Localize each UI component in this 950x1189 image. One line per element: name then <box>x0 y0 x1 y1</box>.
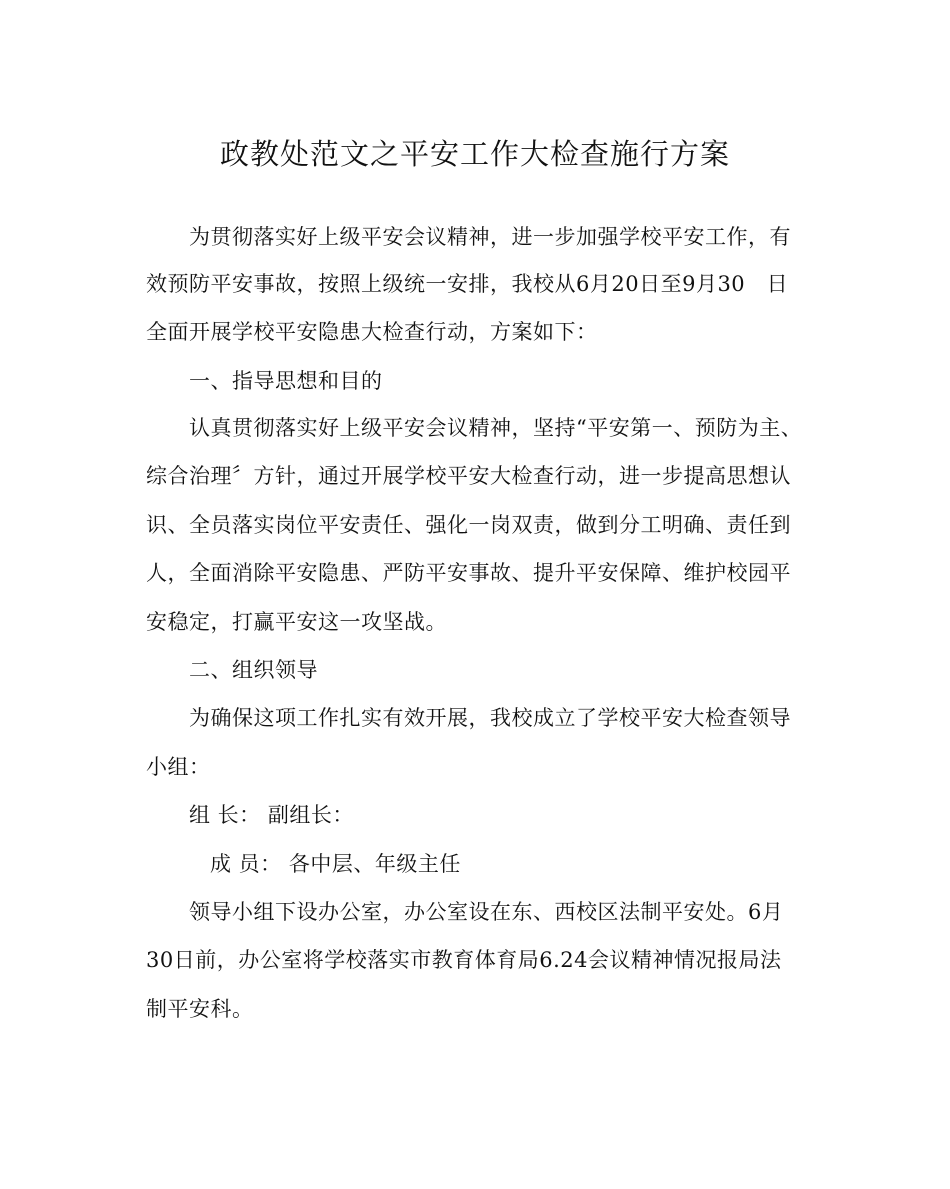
paragraph-guidance-line-2: 综合治理〞方针，通过开展学校平安大检查行动，进一步提高思想认 <box>146 464 791 488</box>
members-line: 成 员： 各中层、年级主任 <box>210 852 461 876</box>
paragraph-office-line-1: 领导小组下设办公室，办公室设在东、西校区法制平安处。6月 <box>189 900 784 924</box>
paragraph-guidance-line-3: 识、全员落实岗位平安责任、强化一岗双责，做到分工明确、责任到 <box>146 513 791 537</box>
paragraph-intro-line-2: 效预防平安事故，按照上级统一安排，我校从6月20日至9月30 日 <box>146 272 789 296</box>
section-heading-2: 二、组织领导 <box>189 658 318 682</box>
section-heading-1: 一、指导思想和目的 <box>189 369 383 393</box>
leader-roles-line: 组 长： 副组长： <box>189 803 354 827</box>
document-title: 政教处范文之平安工作大检查施行方案 <box>219 137 730 171</box>
paragraph-intro-line-3: 全面开展学校平安隐患大检查行动，方案如下： <box>146 320 598 344</box>
paragraph-guidance-line-1: 认真贯彻落实好上级平安会议精神，坚持“平安第一、预防为主、 <box>189 416 803 440</box>
paragraph-guidance-line-5: 安稳定，打赢平安这一攻坚战。 <box>146 610 447 634</box>
paragraph-office-line-3: 制平安科。 <box>146 997 254 1021</box>
paragraph-organization-line-1: 为确保这项工作扎实有效开展，我校成立了学校平安大检查领导 <box>189 706 791 730</box>
paragraph-office-line-2: 30日前，办公室将学校落实市教育体育局6.24会议精神情况报局法 <box>146 948 782 972</box>
paragraph-organization-line-2: 小组： <box>146 755 211 779</box>
paragraph-guidance-line-4: 人，全面消除平安隐患、严防平安事故、提升平安保障、维护校园平 <box>146 561 791 585</box>
paragraph-intro-line-1: 为贯彻落实好上级平安会议精神，进一步加强学校平安工作，有 <box>189 225 791 249</box>
